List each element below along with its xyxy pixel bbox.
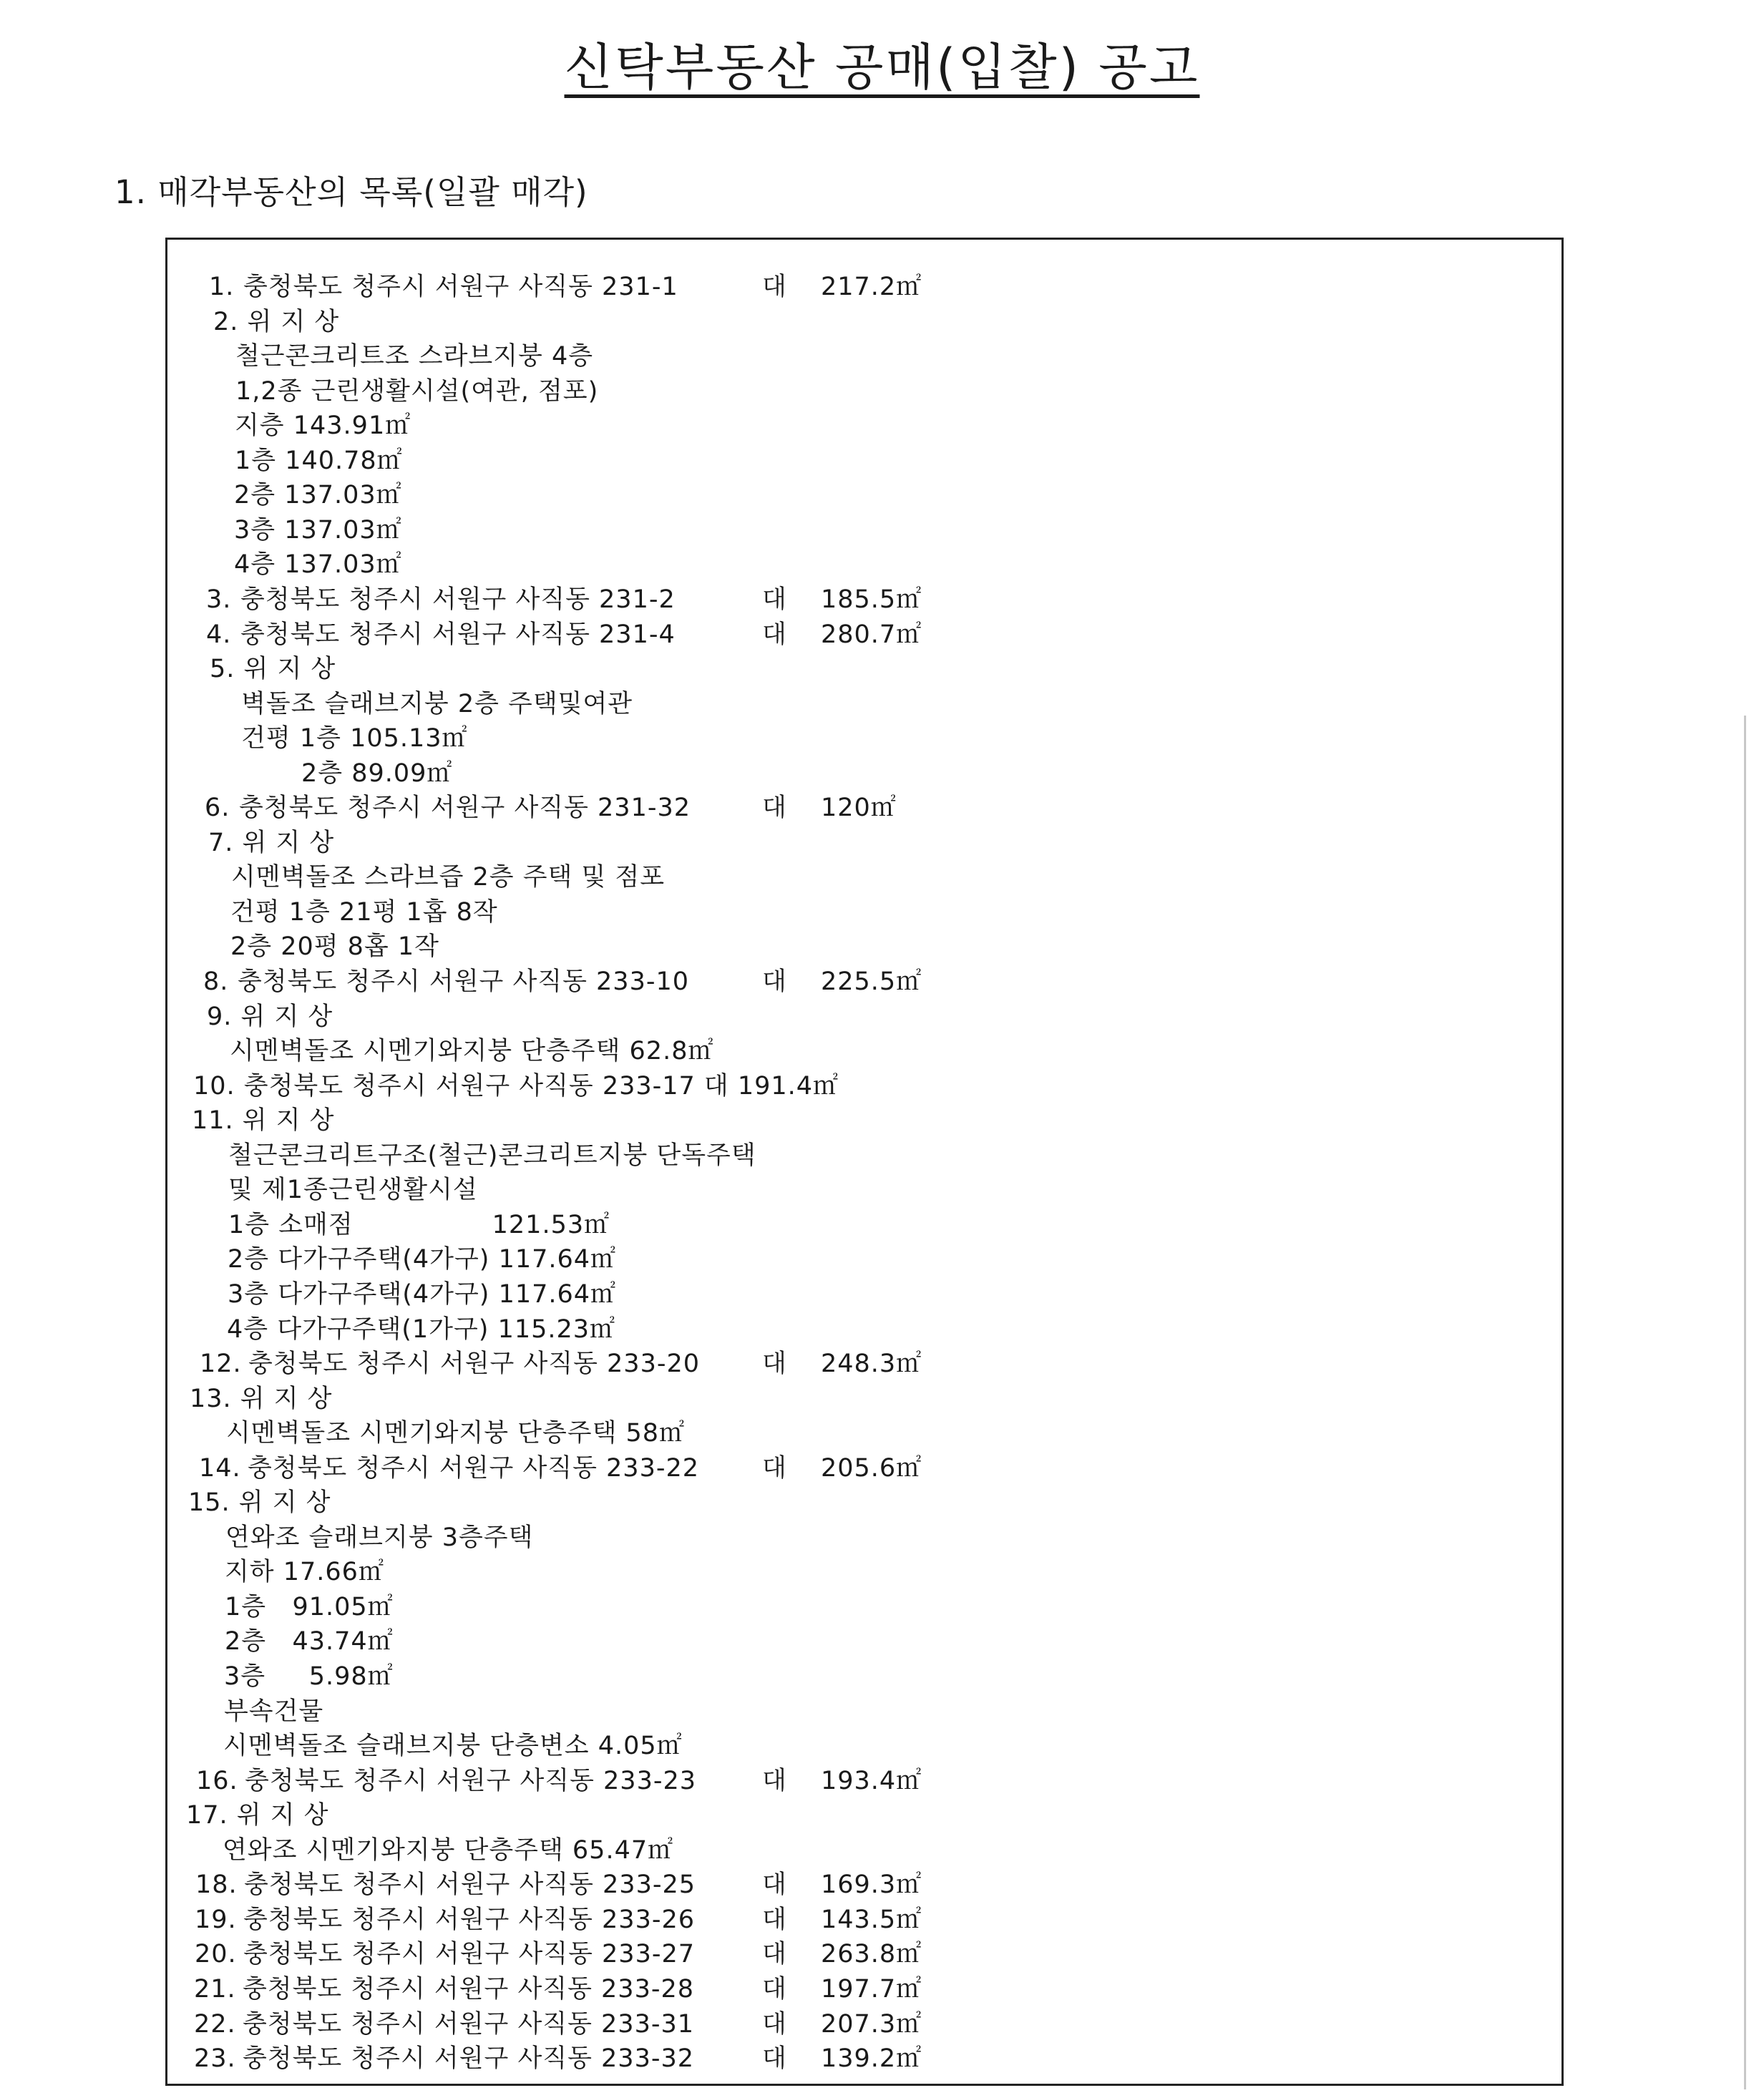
building-detail: 연와조 시멘기와지붕 단층주택 65.47㎡ [223, 1835, 674, 1865]
land-category: 대 [762, 620, 787, 649]
land-area: 120㎡ [821, 794, 897, 823]
land-category: 대 [762, 794, 787, 823]
land-category: 대 [762, 1350, 787, 1379]
land-area: 280.7㎡ [821, 620, 922, 649]
building-heading: 17. 위 지 상 [186, 1801, 329, 1830]
land-row [209, 270, 1068, 304]
building-detail: 건평 1층 105.13㎡ [233, 724, 468, 753]
land-row-inline: 10. 충청북도 청주시 서원구 사직동 233-17 대 191.4㎡ [193, 1071, 839, 1101]
land-address: 충청북도 청주시 서원구 사직동 233-20 [248, 1350, 701, 1379]
item-number: 20. [195, 1940, 237, 1969]
building-detail: 벽돌조 슬래브지붕 2층 주택및여관 [233, 689, 633, 718]
building-heading: 15. 위 지 상 [188, 1488, 331, 1518]
building-detail: 2층 89.09㎡ [232, 758, 453, 788]
land-address: 충청북도 청주시 서원구 사직동 233-22 [248, 1453, 700, 1483]
land-row [195, 1937, 1053, 1971]
building-detail: 철근콘크리트조 스라브지붕 4층 [235, 342, 594, 371]
land-row [200, 1347, 1058, 1381]
building-heading: 5. 위 지 상 [210, 655, 336, 684]
land-address: 충청북도 청주시 서원구 사직동 231-32 [239, 794, 691, 823]
building-detail: 1층 91.05㎡ [225, 1592, 394, 1621]
item-number: 16. [196, 1766, 238, 1795]
land-area: 248.3㎡ [821, 1350, 922, 1379]
building-detail: 시멘벽돌조 슬래브지붕 단층변소 4.05㎡ [223, 1732, 683, 1761]
land-row [196, 1764, 1055, 1798]
land-area: 193.4㎡ [821, 1766, 922, 1795]
land-area: 185.5㎡ [821, 585, 922, 614]
building-detail: 지층 143.91㎡ [235, 411, 411, 441]
land-address: 충청북도 청주시 서원구 사직동 233-27 [243, 1940, 696, 1969]
building-heading: 2. 위 지 상 [213, 307, 340, 336]
section-heading: 1. 매각부동산의 목록(일괄 매각) [114, 173, 588, 211]
item-number: 12. [200, 1350, 242, 1379]
building-detail: 1,2종 근린생활시설(여관, 점포) [235, 376, 599, 406]
land-address: 충청북도 청주시 서원구 사직동 233-23 [245, 1766, 697, 1795]
land-address: 충청북도 청주시 서원구 사직동 233-31 [243, 2009, 695, 2039]
building-detail: 시멘벽돌조 스라브즙 2층 주택 및 점포 [231, 863, 666, 892]
building-detail: 1층 140.78㎡ [235, 446, 403, 475]
land-category: 대 [762, 1905, 787, 1934]
land-category: 대 [762, 1870, 787, 1900]
item-number: 23. [194, 2044, 236, 2074]
land-area: 169.3㎡ [821, 1870, 922, 1900]
land-area: 205.6㎡ [821, 1453, 922, 1483]
building-detail: 2층 20평 8홉 1작 [230, 932, 439, 962]
item-number: 21. [194, 1974, 236, 2004]
land-area: 197.7㎡ [821, 1974, 922, 2004]
property-list-box [165, 238, 1564, 2086]
building-detail: 시멘벽돌조 시멘기와지붕 단층주택 62.8㎡ [230, 1037, 714, 1066]
building-detail: 3층 5.98㎡ [224, 1662, 394, 1691]
land-address: 충청북도 청주시 서원구 사직동 233-26 [243, 1905, 696, 1934]
land-category: 대 [762, 967, 787, 996]
item-number: 1. [209, 273, 235, 301]
land-category: 대 [762, 1453, 787, 1483]
land-category: 대 [762, 1766, 787, 1795]
land-category: 대 [762, 2009, 787, 2039]
land-area: 143.5㎡ [821, 1905, 922, 1934]
document-title [0, 27, 1764, 99]
land-category: 대 [762, 585, 787, 614]
building-detail: 3층 137.03㎡ [234, 515, 402, 545]
building-heading: 9. 위 지 상 [207, 1002, 333, 1031]
item-number: 6. [205, 794, 230, 823]
land-area: 139.2㎡ [821, 2044, 922, 2074]
building-detail: 및 제1종근린생활시설 [228, 1176, 478, 1205]
land-category: 대 [762, 1940, 787, 1969]
building-detail: 2층 다가구주택(4가구) 117.64㎡ [228, 1245, 617, 1274]
item-number: 4. [206, 620, 232, 649]
land-row [194, 2007, 1053, 2041]
building-detail: 2층 137.03㎡ [234, 481, 402, 510]
land-category: 대 [762, 2044, 787, 2074]
land-row [199, 1451, 1058, 1485]
building-detail: 3층 다가구주택(4가구) 117.64㎡ [228, 1279, 617, 1309]
land-address: 충청북도 청주시 서원구 사직동 233-32 [243, 2044, 695, 2074]
land-area: 263.8㎡ [821, 1940, 922, 1969]
building-detail: 철근콘크리트구조(철근)콘크리트지붕 단독주택 [228, 1141, 756, 1170]
land-row [206, 582, 1065, 617]
item-number: 8. [203, 967, 229, 996]
building-detail: 2층 43.74㎡ [225, 1627, 394, 1657]
land-row [194, 1972, 1053, 2006]
land-area: 225.5㎡ [821, 967, 922, 996]
land-row [206, 618, 1065, 652]
land-row [195, 1868, 1054, 1902]
land-row [195, 1903, 1053, 1937]
land-address: 충청북도 청주시 서원구 사직동 231-4 [240, 620, 676, 649]
item-number: 18. [195, 1870, 238, 1900]
building-heading: 7. 위 지 상 [208, 828, 335, 857]
land-row [205, 791, 1063, 825]
land-address: 충청북도 청주시 서원구 사직동 231-2 [240, 585, 676, 614]
land-area: 217.2㎡ [821, 273, 922, 301]
building-detail: 지하 17.66㎡ [225, 1558, 384, 1587]
land-row [203, 965, 1062, 999]
item-number: 3. [206, 585, 232, 614]
land-address: 충청북도 청주시 서원구 사직동 233-28 [243, 1974, 695, 2004]
land-category: 대 [762, 273, 787, 301]
building-heading: 11. 위 지 상 [192, 1106, 335, 1136]
building-detail: 부속건물 [224, 1697, 324, 1726]
building-detail: 1층 소매점 121.53㎡ [228, 1210, 610, 1239]
land-address: 충청북도 청주시 서원구 사직동 233-25 [244, 1870, 696, 1900]
building-detail: 연와조 슬래브지붕 3층주택 [225, 1523, 534, 1552]
scan-edge-line [1744, 716, 1746, 2089]
item-number: 14. [199, 1453, 241, 1483]
building-detail: 건평 1층 21평 1홉 8작 [230, 897, 498, 927]
building-detail: 4층 137.03㎡ [234, 550, 402, 580]
building-detail: 시멘벽돌조 시멘기와지붕 단층주택 58㎡ [226, 1419, 686, 1448]
land-address: 충청북도 청주시 서원구 사직동 231-1 [243, 273, 678, 301]
land-address: 충청북도 청주시 서원구 사직동 233-10 [238, 967, 690, 996]
item-number: 22. [194, 2009, 236, 2039]
land-category: 대 [762, 1974, 787, 2004]
land-row [194, 2041, 1053, 2076]
item-number: 19. [195, 1905, 237, 1934]
land-area: 207.3㎡ [821, 2009, 922, 2039]
building-detail: 4층 다가구주택(1가구) 115.23㎡ [227, 1314, 616, 1344]
building-heading: 13. 위 지 상 [190, 1384, 333, 1413]
document-title-text: 신탁부동산 공매(입찰) 공고 [564, 38, 1200, 97]
